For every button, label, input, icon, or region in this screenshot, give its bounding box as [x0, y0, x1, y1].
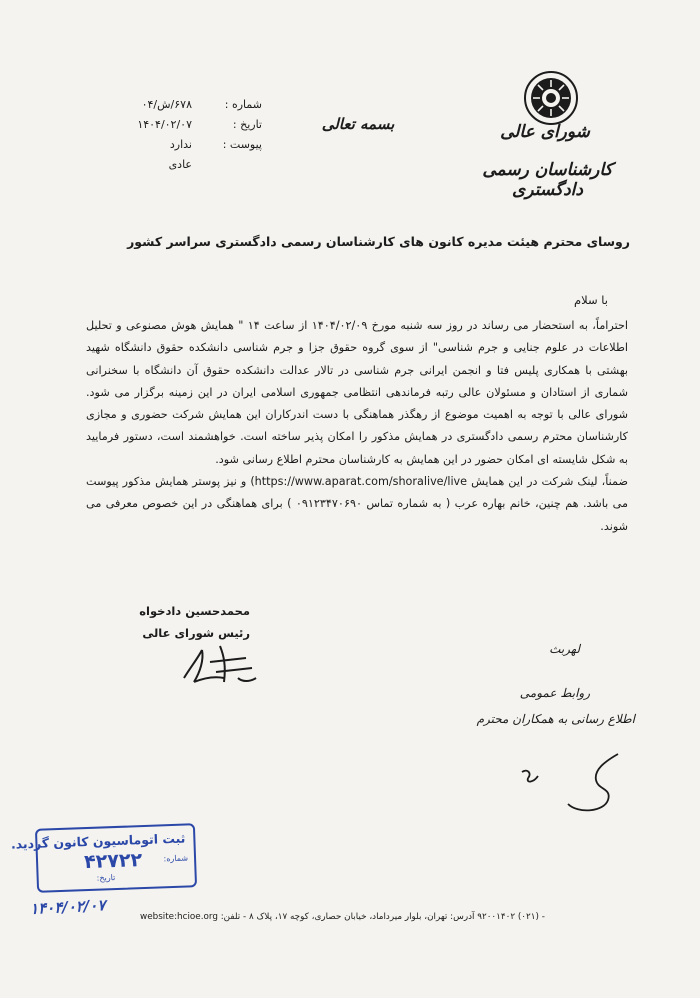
- stamp-date-label: تاریخ:: [96, 873, 116, 883]
- handwritten-note-3: اطلاع رسانی به همکاران محترم: [476, 712, 635, 726]
- org-name-line1: شورای عالی: [500, 122, 590, 142]
- letter-attachment-value: ندارد: [169, 138, 192, 151]
- handwritten-signature: [180, 638, 260, 688]
- letter-date-row: [92, 115, 262, 135]
- stamp-number-label: شماره:: [163, 853, 189, 864]
- stamp-title: ثبت اتوماسیون کانون گردید.: [10, 830, 186, 852]
- letter-addressee: روسای محترم هیئت مدیره کانون های کارشناسان رسمی دادگستری سراسر کشور: [127, 234, 630, 249]
- signer-title: رئیس شورای عالی: [142, 626, 250, 640]
- letter-greeting: با سلام: [574, 293, 608, 307]
- body-paragraph-2: [86, 471, 628, 538]
- footer-address: - (۰۲۱) ۹۲۰۰۱۴۰۲ آدرس: تهران، بلوار میرداماد، خیابان حصاری، کوچه ۱۷، پلاک ۸ - تلفن:: [220, 912, 545, 922]
- stamp-date: ۱۴۰۴/۰۲/۰۷: [29, 896, 106, 918]
- body-paragraph-1: احتراماً، به استحضار می رساند در روز سه شنبه مورخ ۱۴۰۴/۰۲/۰۹ از ساعت ۱۴ " همایش هوش مصنوعی و تحلیل اطلاعات در علوم جنایی و جرم شناسی" از سوی گروه حقوق جزا و جرم شناسی دانشکده حقوق دانشگاه شهید بهشتی با همکاری پلیس فتا و انجمن ایرانی جرم شناسی در تالار عدالت دانشکده حقوق آن دانشگاه با سخنرانی شماری از استادان و مسئولان عالی رتبه فرماندهی انتظامی جمهوری اسلامی ایران در این زمینه برگزار می شود. شورای عالی با توجه به اهمیت موضوع از رهگذر هماهنگی با دست اندرکاران این همایش شرکت حضوری و مجازی کارشناسان محترم رسمی دادگستری در همایش مذکور را امکان پذیر ساخته است. خواهشمند است، دستور فرمایید به شکل شایسته ای امکان حضور در این همایش به کارشناسان محترم اطلاع رسانی شود.: [86, 319, 628, 466]
- paragraph2-intro: ضمناً، لینک شرکت در این همایش: [471, 475, 628, 489]
- handwritten-note-2: روابط عمومی: [519, 686, 590, 700]
- signer-name: محمدحسین دادخواه: [139, 604, 250, 618]
- paragraph2-rest: و نیز پوستر همایش مذکور پیوست می باشد. هم چنین، خانم بهاره عرب ( به شماره تماس ۰۹۱۲۳۴۷۰۶۹۰ ) برای هماهنگی در این خصوص معرفی می شوند.: [86, 475, 629, 533]
- handwritten-note-1: لهربث: [549, 642, 580, 656]
- letter-date-value: ۱۴۰۴/۰۲/۰۷: [137, 118, 192, 131]
- letter-number-label: شماره :: [224, 98, 262, 111]
- letter-footer: [140, 912, 640, 922]
- footer-website[interactable]: website:hcioe.org: [140, 912, 218, 922]
- letter-number-value: ۶۷۸/ش/۰۴: [141, 98, 192, 111]
- council-emblem-icon: [517, 70, 585, 126]
- letter-priority: عادی: [168, 158, 192, 171]
- stamp-number: ۴۲۷۲۲: [83, 849, 143, 874]
- registration-stamp: [10, 823, 197, 893]
- org-name-line2: کارشناسان رسمی دادگستری: [482, 160, 613, 200]
- basmala-heading: بسمه تعالی: [321, 115, 395, 133]
- event-link[interactable]: (https://www.aparat.com/shoralive/live: [250, 475, 468, 489]
- letter-attachment-label: پیوست :: [222, 138, 262, 151]
- letter-meta: [92, 95, 262, 175]
- letter-number-row: [92, 95, 262, 115]
- letter-attachment-row: [92, 135, 262, 155]
- letter-body: [86, 315, 628, 538]
- handwritten-initials: [508, 748, 628, 818]
- letter-date-label: تاریخ :: [232, 118, 262, 131]
- letter-priority-row: [92, 155, 262, 175]
